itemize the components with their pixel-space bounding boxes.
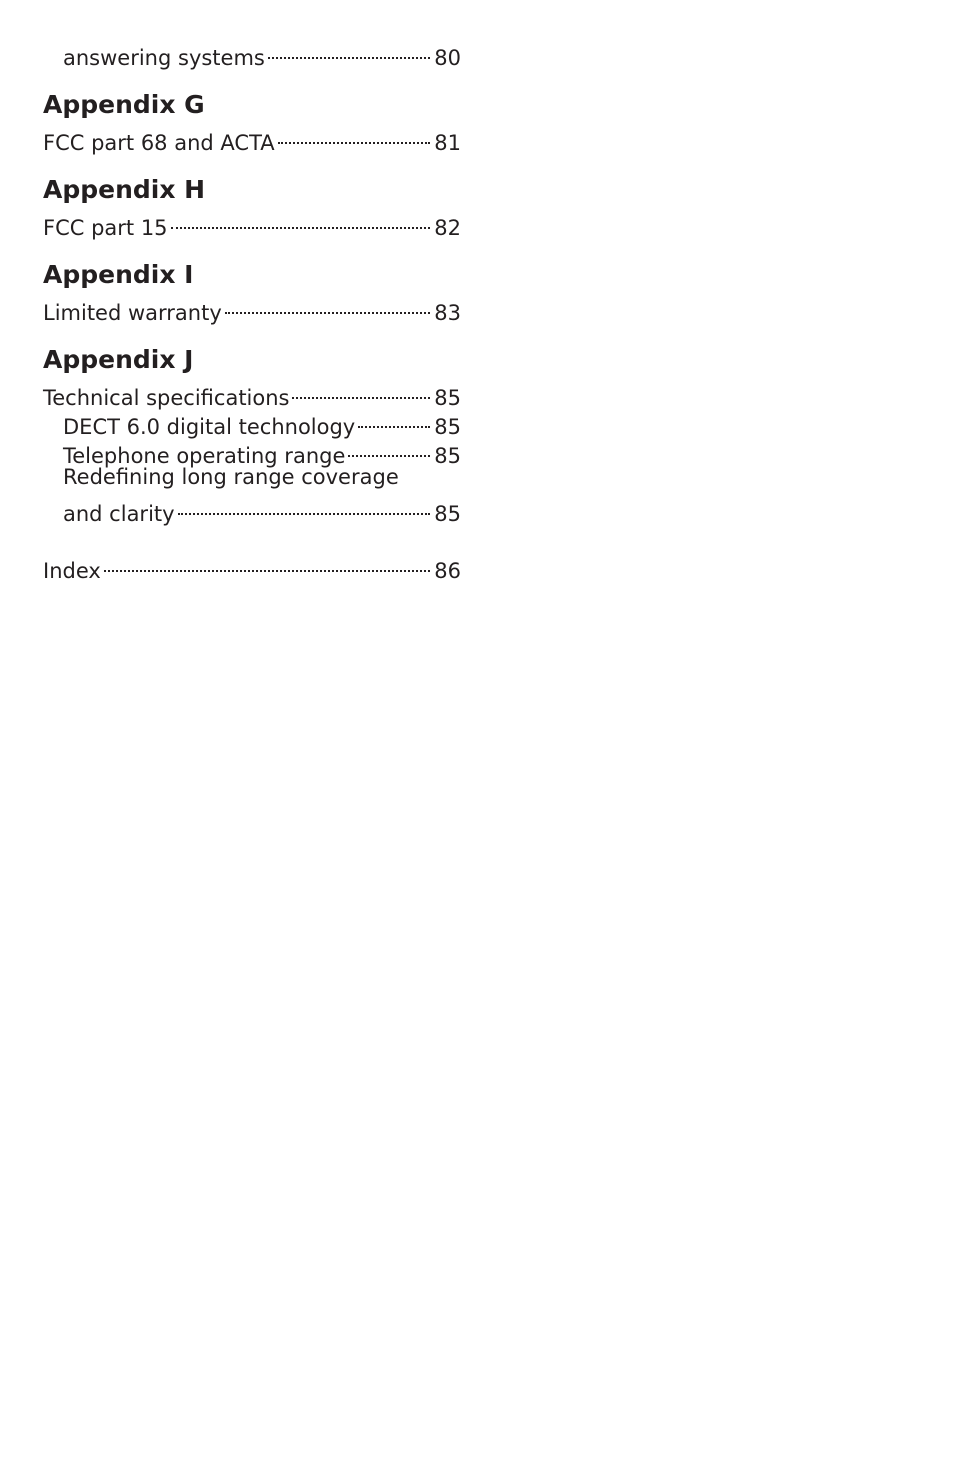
toc-entry-page: 85 <box>434 386 461 410</box>
toc-entry-long-range-coverage[interactable] <box>43 492 461 526</box>
toc-entry-fcc-part-68[interactable] <box>43 121 461 155</box>
dot-leader <box>278 121 431 150</box>
dot-leader <box>292 376 430 405</box>
toc-entry-label: and clarity <box>63 502 175 526</box>
table-of-contents <box>43 36 461 583</box>
dot-leader <box>348 434 430 463</box>
toc-entry-technical-specifications[interactable] <box>43 376 461 410</box>
toc-entry-label: FCC part 15 <box>43 216 168 240</box>
toc-entry-page: 85 <box>434 444 461 468</box>
toc-entry-limited-warranty[interactable] <box>43 291 461 325</box>
dot-leader <box>225 291 430 320</box>
dot-leader <box>358 405 430 434</box>
toc-entry-long-range-line1[interactable]: Redefining long range coverage <box>63 465 399 489</box>
toc-entry-label: DECT 6.0 digital technology <box>63 415 356 439</box>
toc-entry-answering-systems[interactable] <box>43 36 461 70</box>
toc-entry-page: 82 <box>434 216 461 240</box>
toc-entry-page: 81 <box>434 131 461 155</box>
appendix-h-heading: Appendix H <box>43 175 206 204</box>
toc-entry-page: 85 <box>434 502 461 526</box>
toc-entry-page: 85 <box>434 415 461 439</box>
appendix-i-heading: Appendix I <box>43 260 194 289</box>
toc-entry-label: answering systems <box>63 46 265 70</box>
toc-entry-fcc-part-15[interactable] <box>43 206 461 240</box>
appendix-j-heading: Appendix J <box>43 345 194 374</box>
toc-entry-label: Limited warranty <box>43 301 222 325</box>
dot-leader <box>171 206 431 235</box>
toc-entry-page: 80 <box>434 46 461 70</box>
dot-leader <box>104 549 430 578</box>
toc-entry-label: Index <box>43 559 101 583</box>
toc-entry-page: 83 <box>434 301 461 325</box>
toc-entry-page: 86 <box>434 559 461 583</box>
toc-entry-label: FCC part 68 and ACTA <box>43 131 275 155</box>
toc-entry-index[interactable] <box>43 549 461 583</box>
dot-leader <box>268 36 430 65</box>
appendix-g-heading: Appendix G <box>43 90 205 119</box>
dot-leader <box>178 492 431 521</box>
toc-entry-label: Telephone operating range <box>63 444 346 468</box>
toc-entry-label: Technical specifications <box>43 386 290 410</box>
